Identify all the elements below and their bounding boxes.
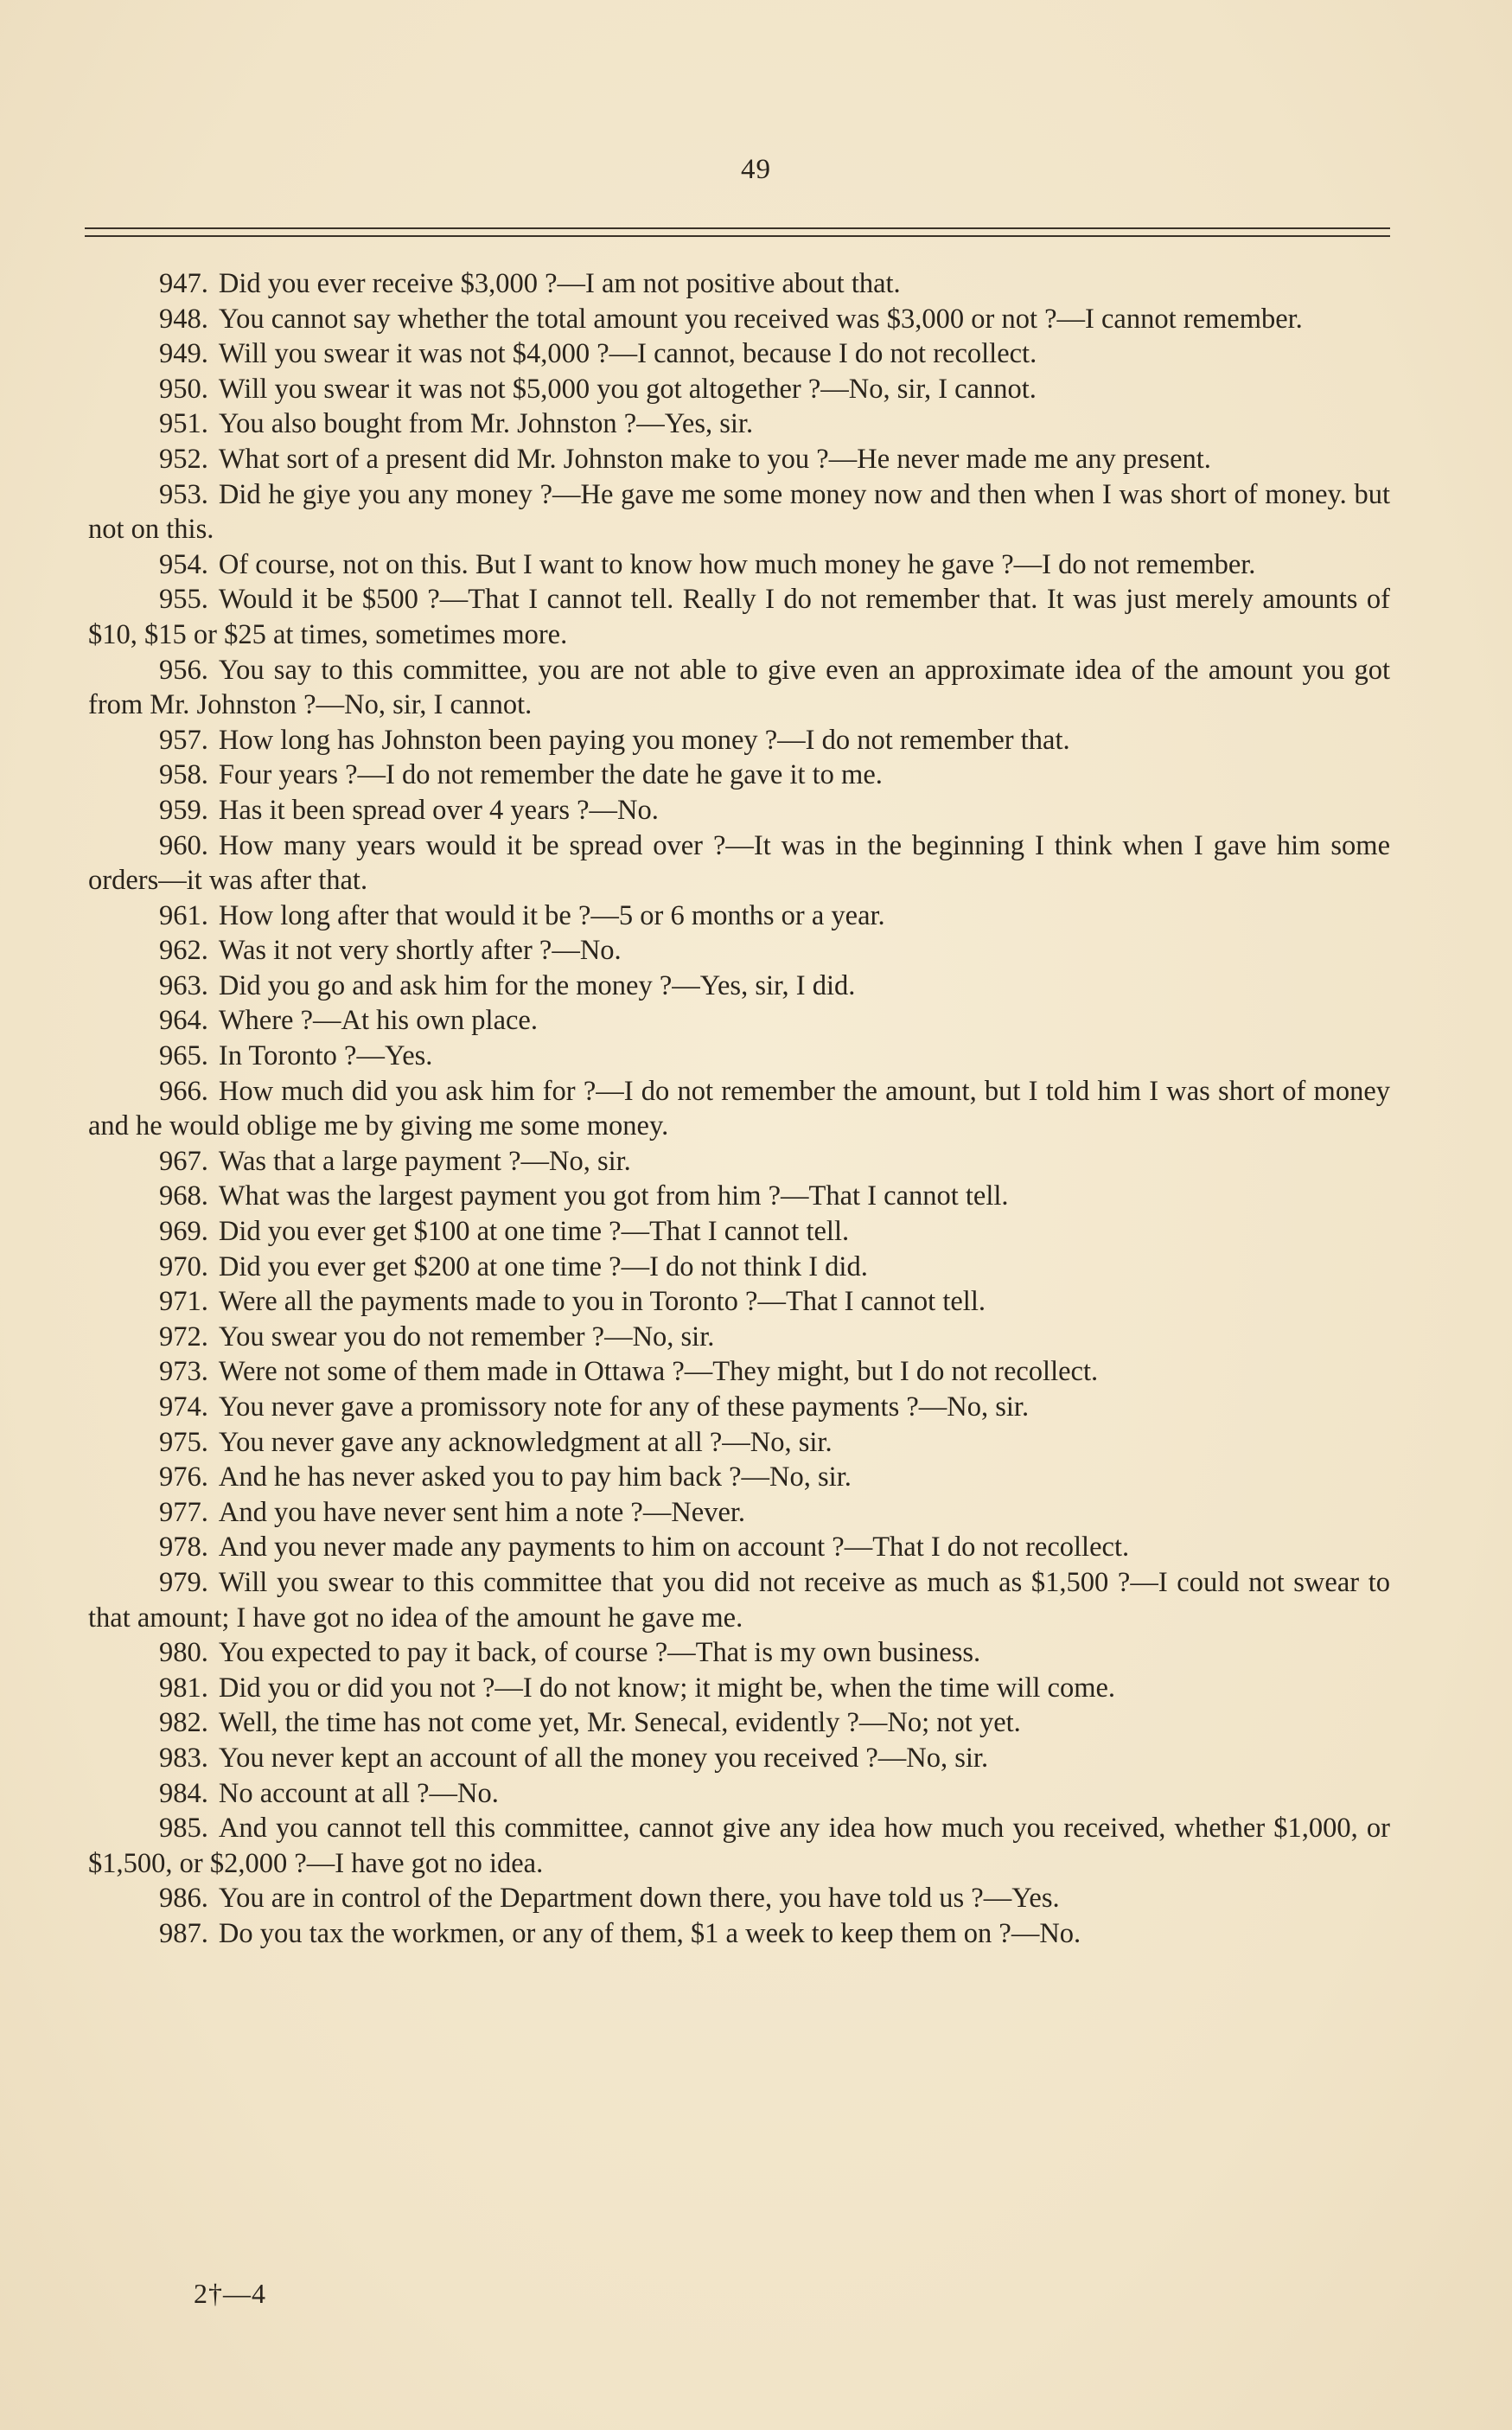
header-rule-top: [85, 227, 1390, 229]
entry-text: Well, the time has not come yet, Mr. Senecal, evidently ?—No; not yet.: [218, 1707, 1021, 1739]
entry-text: Did you ever receive $3,000 ?—I am not positive about that.: [218, 268, 901, 299]
testimony-entry: [88, 406, 1390, 442]
entry-text: You never gave any acknowledgment at all ?—No, sir.: [218, 1426, 833, 1458]
entry-number: 947.: [159, 268, 208, 299]
entry-text: You cannot say whether the total amount you received was $3,000 or not ?—I cannot remember.: [218, 303, 1303, 335]
entry-text: Where ?—At his own place.: [218, 1005, 538, 1037]
entry-number: 986.: [159, 1883, 208, 1915]
entry-text: In Toronto ?—Yes.: [218, 1040, 433, 1072]
entry-text: And he has never asked you to pay him back ?—No, sir.: [218, 1461, 852, 1493]
entry-number: 958.: [159, 759, 208, 791]
entry-text: Will you swear it was not $5,000 you got altogether ?—No, sir, I cannot.: [218, 373, 1037, 405]
testimony-entry: [88, 1074, 1390, 1144]
entry-text: What was the largest payment you got from him ?—That I cannot tell.: [218, 1180, 1009, 1212]
entry-text: You expected to pay it back, of course ?—That is my own business.: [218, 1637, 981, 1669]
entry-number: 967.: [159, 1145, 208, 1177]
entry-number: 980.: [159, 1637, 208, 1669]
entry-number: 969.: [159, 1216, 208, 1248]
entry-number: 959.: [159, 794, 208, 826]
entry-number: 987.: [159, 1917, 208, 1949]
entry-number: 978.: [159, 1532, 208, 1564]
entry-text: And you cannot tell this committee, cannot give any idea how much you received, whether $1,000, or $1,500, or $2,000 ?—I have got no idea.: [88, 1813, 1390, 1879]
testimony-entry: [88, 653, 1390, 723]
testimony-entry: [88, 1741, 1390, 1776]
entry-number: 966.: [159, 1075, 208, 1107]
entry-number: 985.: [159, 1813, 208, 1845]
entry-text: Will you swear it was not $4,000 ?—I cannot, because I do not recollect.: [218, 338, 1037, 370]
testimony-entry: [88, 1003, 1390, 1039]
entry-number: 960.: [159, 829, 208, 861]
testimony-entry: [88, 1495, 1390, 1531]
testimony-entry: [88, 442, 1390, 477]
testimony-entry: [88, 1916, 1390, 1952]
testimony-entry: [88, 1144, 1390, 1180]
testimony-entry: [88, 1039, 1390, 1074]
testimony-entry: [88, 723, 1390, 758]
testimony-entry: [88, 1250, 1390, 1285]
entry-text: Did you or did you not ?—I do not know; it might be, when the time will come.: [218, 1672, 1116, 1704]
entry-number: 962.: [159, 935, 208, 967]
testimony-entry: [88, 336, 1390, 372]
entry-text: Of course, not on this. But I want to know how much money he gave ?—I do not remember.: [218, 548, 1256, 580]
entry-text: What sort of a present did Mr. Johnston make to you ?—He never made me any present.: [218, 443, 1211, 475]
entry-text: You say to this committee, you are not able to give even an approximate idea of the amount you got from Mr. Johnston ?—No, sir, I cannot.: [88, 654, 1390, 721]
entry-number: 984.: [159, 1777, 208, 1809]
entry-text: You also bought from Mr. Johnston ?—Yes, sir.: [218, 408, 754, 440]
entry-text: How much did you ask him for ?—I do not remember the amount, but I told him I was short of money and he would oblige me by giving me some money.: [88, 1075, 1390, 1142]
testimony-entry: [88, 1635, 1390, 1671]
testimony-entry: [88, 547, 1390, 583]
entry-number: 965.: [159, 1040, 208, 1072]
testimony-entry: [88, 1881, 1390, 1916]
testimony-entry: [88, 582, 1390, 652]
testimony-entry: [88, 372, 1390, 407]
entry-number: 957.: [159, 724, 208, 756]
entry-text: Has it been spread over 4 years ?—No.: [218, 794, 659, 826]
entry-number: 961.: [159, 899, 208, 931]
testimony-entry: [88, 1811, 1390, 1881]
entry-text: How many years would it be spread over ?—It was in the beginning I think when I gave him some orders—it was after that.: [88, 829, 1390, 897]
entry-number: 953.: [159, 478, 208, 510]
testimony-entry: [88, 1671, 1390, 1706]
testimony-entry: [88, 1320, 1390, 1355]
testimony-entry: [88, 302, 1390, 337]
entry-text: Was that a large payment ?—No, sir.: [218, 1145, 631, 1177]
entry-number: 968.: [159, 1180, 208, 1212]
testimony-entry: [88, 969, 1390, 1004]
entry-number: 979.: [159, 1566, 208, 1598]
entry-number: 977.: [159, 1496, 208, 1528]
signature-mark: 2†—4: [194, 2278, 266, 2309]
testimony-entry: [88, 1284, 1390, 1320]
entry-text: How long has Johnston been paying you money ?—I do not remember that.: [218, 724, 1070, 756]
testimony-entry: [88, 1390, 1390, 1425]
entry-text: Did you ever get $200 at one time ?—I do not think I did.: [218, 1250, 868, 1282]
entry-text: You never gave a promissory note for any of these payments ?—No, sir.: [218, 1391, 1030, 1423]
header-rule-bottom: [85, 235, 1390, 237]
entry-number: 973.: [159, 1356, 208, 1388]
entry-number: 964.: [159, 1005, 208, 1037]
entry-number: 972.: [159, 1321, 208, 1352]
testimony-body: [88, 266, 1390, 1952]
entry-number: 956.: [159, 654, 208, 686]
testimony-entry: [88, 1776, 1390, 1812]
testimony-entry: [88, 1179, 1390, 1214]
entry-text: Were not some of them made in Ottawa ?—They might, but I do not recollect.: [218, 1356, 1099, 1388]
entry-number: 952.: [159, 443, 208, 475]
entry-number: 974.: [159, 1391, 208, 1423]
testimony-entry: [88, 1354, 1390, 1390]
entry-text: Were all the payments made to you in Toronto ?—That I cannot tell.: [218, 1286, 986, 1318]
entry-number: 970.: [159, 1250, 208, 1282]
testimony-entry: [88, 758, 1390, 793]
entry-text: Was it not very shortly after ?—No.: [218, 935, 622, 967]
entry-number: 951.: [159, 408, 208, 440]
entry-number: 981.: [159, 1672, 208, 1704]
testimony-entry: [88, 1705, 1390, 1741]
testimony-entry: [88, 1530, 1390, 1565]
entry-text: You never kept an account of all the money you received ?—No, sir.: [218, 1742, 989, 1774]
entry-text: Would it be $500 ?—That I cannot tell. Really I do not remember that. It was just merely amounts of $10, $15 or $25 at times, sometimes more.: [88, 584, 1390, 650]
entry-text: Four years ?—I do not remember the date he gave it to me.: [218, 759, 883, 791]
entry-number: 955.: [159, 584, 208, 616]
entry-text: Will you swear to this committee that you did not receive as much as $1,500 ?—I could not swear to that amount; I have got no idea of the amount he gave me.: [88, 1566, 1390, 1634]
entry-text: Did you ever get $100 at one time ?—That I cannot tell.: [218, 1216, 850, 1248]
page-number: 49: [741, 154, 771, 185]
testimony-entry: [88, 1425, 1390, 1461]
entry-number: 975.: [159, 1426, 208, 1458]
entry-text: Did he giye you any money ?—He gave me some money now and then when I was short of money. but not on this.: [88, 478, 1390, 546]
testimony-entry: [88, 1460, 1390, 1495]
entry-text: No account at all ?—No.: [218, 1777, 499, 1809]
entry-text: Did you go and ask him for the money ?—Yes, sir, I did.: [218, 969, 856, 1001]
entry-text: Do you tax the workmen, or any of them, $1 a week to keep them on ?—No.: [218, 1917, 1081, 1949]
entry-text: You are in control of the Department down there, you have told us ?—Yes.: [218, 1883, 1060, 1915]
testimony-entry: [88, 933, 1390, 969]
entry-number: 971.: [159, 1286, 208, 1318]
testimony-entry: [88, 898, 1390, 934]
entry-number: 976.: [159, 1461, 208, 1493]
testimony-entry: [88, 1565, 1390, 1635]
entry-number: 948.: [159, 303, 208, 335]
testimony-entry: [88, 793, 1390, 828]
entry-text: And you have never sent him a note ?—Never.: [218, 1496, 746, 1528]
entry-text: How long after that would it be ?—5 or 6 months or a year.: [218, 899, 885, 931]
testimony-entry: [88, 477, 1390, 547]
testimony-entry: [88, 266, 1390, 302]
entry-number: 950.: [159, 373, 208, 405]
entry-text: And you never made any payments to him on account ?—That I do not recollect.: [218, 1532, 1130, 1564]
entry-number: 954.: [159, 548, 208, 580]
testimony-entry: [88, 828, 1390, 898]
testimony-entry: [88, 1214, 1390, 1250]
entry-number: 983.: [159, 1742, 208, 1774]
entry-number: 963.: [159, 969, 208, 1001]
entry-text: You swear you do not remember ?—No, sir.: [218, 1321, 715, 1352]
entry-number: 949.: [159, 338, 208, 370]
entry-number: 982.: [159, 1707, 208, 1739]
